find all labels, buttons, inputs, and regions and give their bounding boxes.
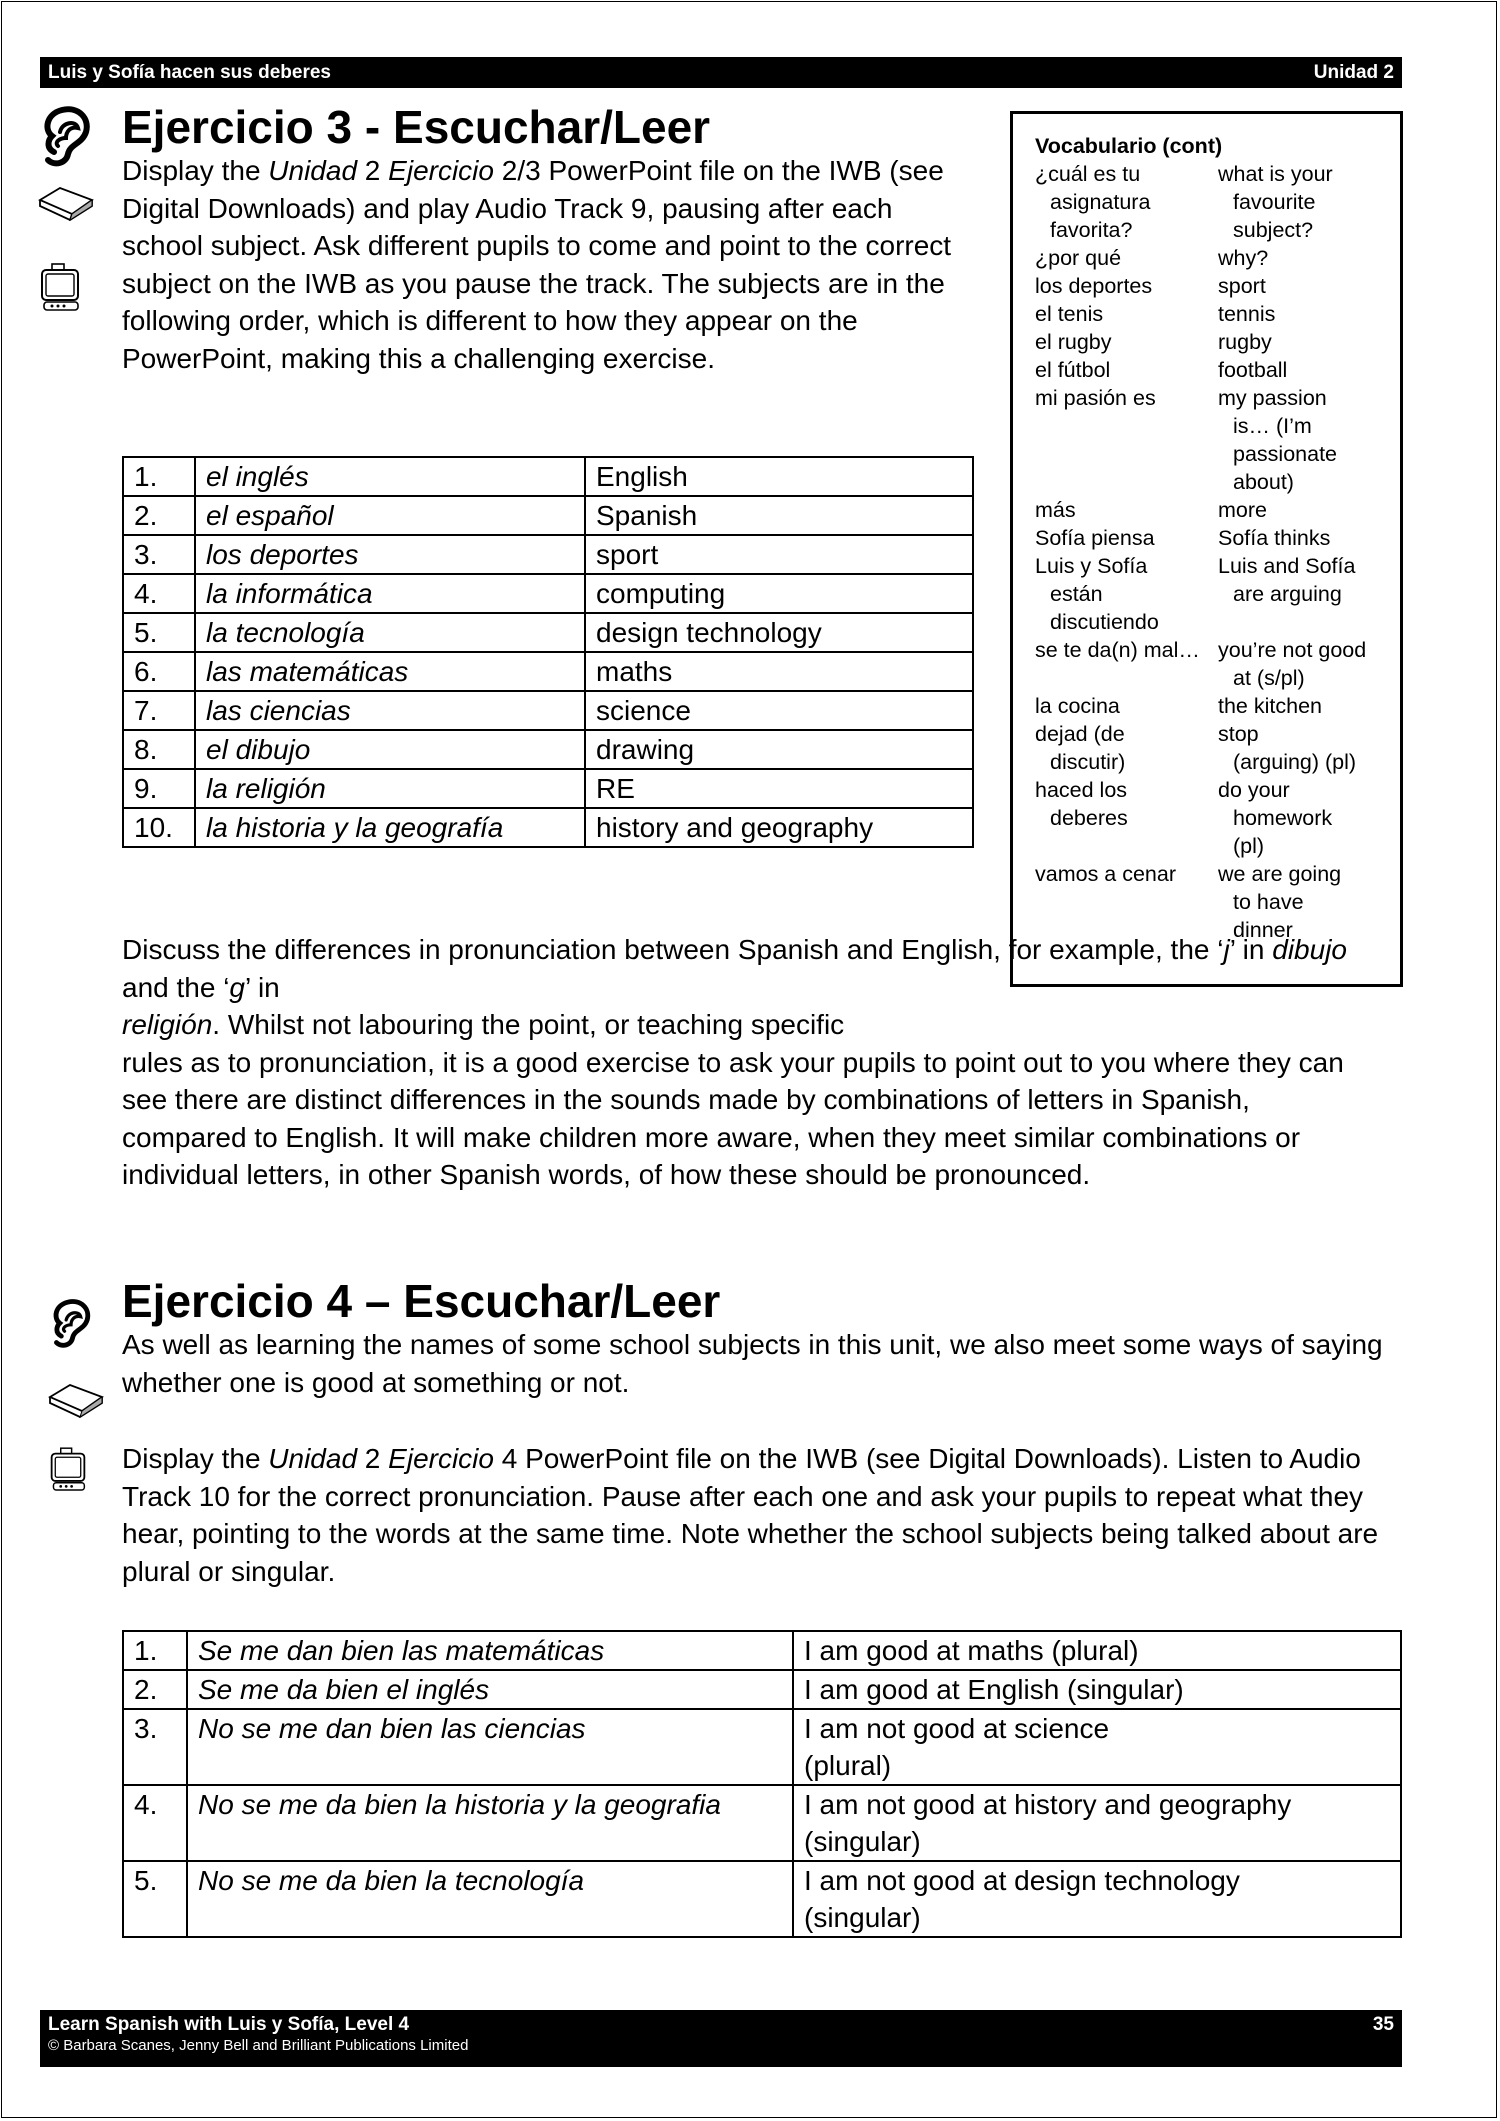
italic-text: Unidad: [268, 155, 358, 186]
row-number: 8.: [123, 730, 195, 769]
table-row: [123, 1631, 1401, 1670]
vocab-english: [1218, 384, 1388, 496]
table-row: [123, 769, 973, 808]
translation-line: I am not good at science: [804, 1713, 1110, 1744]
italic-text: j: [1223, 934, 1230, 965]
spanish-term: las ciencias: [195, 691, 585, 730]
vocab-english: [1218, 860, 1388, 944]
vocab-spanish: [1035, 496, 1218, 524]
table-row: [123, 691, 973, 730]
translation-line: (singular): [804, 1826, 921, 1857]
translation-line: (singular): [804, 1902, 921, 1933]
text: Display the: [122, 155, 269, 186]
translation-line: (plural): [804, 1750, 892, 1781]
vocab-line: why?: [1218, 246, 1269, 270]
vocab-line: discutiendo: [1050, 610, 1159, 634]
spanish-phrase: Se me da bien el inglés: [187, 1670, 793, 1709]
text: 2: [357, 155, 389, 186]
spanish-phrase: Se me dan bien las matemáticas: [187, 1631, 793, 1670]
vocab-english: [1218, 356, 1388, 384]
row-number: 3.: [123, 1709, 187, 1785]
row-number: 2.: [123, 496, 195, 535]
text: Display the: [122, 1443, 269, 1474]
vocab-english: [1218, 552, 1388, 636]
vocab-line: mi pasión es: [1035, 386, 1156, 410]
vocab-entry: [1035, 860, 1400, 944]
vocab-line: Sofía piensa: [1035, 526, 1155, 550]
italic-text: g: [229, 971, 245, 1003]
vocab-line: la cocina: [1035, 694, 1120, 718]
spanish-term: las matemáticas: [195, 652, 585, 691]
vocab-entry: [1035, 524, 1400, 552]
spanish-term: el dibujo: [195, 730, 585, 769]
page-footer: [40, 2010, 1402, 2067]
copyright-notice: © Barbara Scanes, Jenny Bell and Brilliant Publications Limited: [48, 2037, 469, 2054]
english-translation: English: [585, 457, 973, 496]
vocab-line: at (s/pl): [1233, 666, 1305, 690]
vocab-line: (arguing) (pl): [1233, 750, 1357, 774]
vocab-line: what is your: [1218, 162, 1333, 186]
header-unit-number: Unidad 2: [1313, 61, 1394, 83]
text: ’ in: [245, 971, 280, 1003]
spanish-phrase: No se me da bien la historia y la geografia: [187, 1785, 793, 1861]
vocab-line: Luis and Sofía: [1218, 554, 1356, 578]
exercise-4-title: Ejercicio 4 – Escuchar/Leer: [122, 1275, 721, 1327]
english-translation: RE: [585, 769, 973, 808]
whiteboard-icon: [38, 262, 82, 314]
vocab-line: is… (I’m: [1233, 414, 1312, 438]
vocab-line: deberes: [1050, 806, 1128, 830]
english-translation: sport: [585, 535, 973, 574]
vocab-entry: [1035, 328, 1400, 356]
vocab-spanish: [1035, 328, 1218, 356]
english-translation: [793, 1861, 1401, 1937]
vocab-line: discutir): [1050, 750, 1126, 774]
translation-line: I am good at maths (plural): [804, 1635, 1139, 1666]
vocab-spanish: [1035, 720, 1218, 776]
table-row: [123, 652, 973, 691]
italic-text: Unidad: [268, 1443, 358, 1474]
vocab-line: more: [1218, 498, 1267, 522]
vocab-line: tennis: [1218, 302, 1276, 326]
row-number: 3.: [123, 535, 195, 574]
vocab-line: el rugby: [1035, 330, 1112, 354]
vocab-entry: [1035, 160, 1400, 244]
vocab-entry: [1035, 692, 1400, 720]
table-row: [123, 808, 973, 847]
vocab-line: haced los: [1035, 778, 1128, 802]
book-icon: [48, 1383, 104, 1419]
vocab-line: los deportes: [1035, 274, 1153, 298]
english-translation: computing: [585, 574, 973, 613]
vocab-entry: [1035, 272, 1400, 300]
table-row: [123, 613, 973, 652]
vocab-english: [1218, 636, 1388, 692]
row-number: 1.: [123, 1631, 187, 1670]
spanish-term: la tecnología: [195, 613, 585, 652]
text: 2/3 PowerPoint file on the IWB (see Digital Downloads) and play Audio Track 9, pausing after each school subject. Ask different pupils to come and point to the correct subject on the IWB as you pause the track. The subjects are in the following order, which is different to how they appear on the PowerPoint, making this a challenging exercise.: [122, 155, 952, 374]
vocab-english: [1218, 776, 1388, 860]
vocab-entry: [1035, 636, 1400, 692]
vocab-line: Luis y Sofía: [1035, 554, 1148, 578]
vocab-line: el tenis: [1035, 302, 1104, 326]
vocab-line: dejad (de: [1035, 722, 1125, 746]
vocab-line: Sofía thinks: [1218, 526, 1331, 550]
vocabulary-list: [1035, 160, 1400, 944]
text: ’ in: [1229, 934, 1273, 965]
vocab-entry: [1035, 776, 1400, 860]
book-title: Learn Spanish with Luis y Sofía, Level 4: [48, 2014, 410, 2035]
vocab-line: homework: [1233, 806, 1333, 830]
vocab-line: favorita?: [1050, 218, 1133, 242]
exercise-4-instructions: [122, 1440, 1412, 1590]
vocab-line: to have: [1233, 890, 1304, 914]
vocab-line: stop: [1218, 722, 1259, 746]
text: Discuss the differences in pronunciation between Spanish and English, for example, the ‘: [122, 934, 1224, 965]
vocab-line: están: [1050, 582, 1103, 606]
vocab-spanish: [1035, 524, 1218, 552]
ear-icon: [50, 1296, 92, 1352]
italic-text: Ejercicio: [388, 1443, 494, 1474]
english-translation: maths: [585, 652, 973, 691]
page-number: 35: [1372, 2014, 1394, 2035]
english-translation: [793, 1670, 1401, 1709]
row-number: 2.: [123, 1670, 187, 1709]
vocab-entry: [1035, 720, 1400, 776]
vocab-spanish: [1035, 272, 1218, 300]
vocab-line: are arguing: [1233, 582, 1342, 606]
good-at-table: [122, 1630, 1402, 1938]
header-unit-title: Luis y Sofía hacen sus deberes: [48, 61, 331, 83]
vocab-spanish: [1035, 860, 1218, 944]
table-row: [123, 574, 973, 613]
vocab-line: rugby: [1218, 330, 1272, 354]
english-translation: science: [585, 691, 973, 730]
spanish-term: la religión: [195, 769, 585, 808]
table-row: [123, 457, 973, 496]
running-header: [40, 57, 1402, 88]
vocab-english: [1218, 720, 1388, 776]
table-row: [123, 1670, 1401, 1709]
vocabulary-title: Vocabulario (cont): [1035, 134, 1223, 158]
vocab-spanish: [1035, 356, 1218, 384]
spanish-term: el inglés: [195, 457, 585, 496]
italic-text: Ejercicio: [388, 155, 494, 186]
whiteboard-icon: [48, 1446, 88, 1494]
vocab-line: vamos a cenar: [1035, 862, 1177, 886]
vocab-entry: [1035, 552, 1400, 636]
vocab-entry: [1035, 496, 1400, 524]
italic-text: dibujo: [1272, 934, 1347, 965]
vocab-spanish: [1035, 300, 1218, 328]
translation-line: I am not good at design technology: [804, 1865, 1240, 1896]
english-translation: design technology: [585, 613, 973, 652]
ear-icon: [40, 106, 92, 168]
translation-line: I am not good at history and geography: [804, 1789, 1292, 1820]
row-number: 4.: [123, 1785, 187, 1861]
vocab-spanish: [1035, 244, 1218, 272]
table-row: [123, 535, 973, 574]
vocab-line: football: [1218, 358, 1288, 382]
vocab-spanish: [1035, 384, 1218, 496]
vocab-line: más: [1035, 498, 1076, 522]
vocab-line: about): [1233, 470, 1294, 494]
vocab-entry: [1035, 356, 1400, 384]
vocab-line: sport: [1218, 274, 1266, 298]
table-row: [123, 1785, 1401, 1861]
spanish-phrase: No se me dan bien las ciencias: [187, 1709, 793, 1785]
row-number: 4.: [123, 574, 195, 613]
table-row: [123, 496, 973, 535]
text: rules as to pronunciation, it is a good exercise to ask your pupils to point out to you where they can see there are distinct differences in the sounds made by combinations of letters in Spanish, compared to English. It will make children more aware, when they meet similar combinations or individual letters, in other Spanish words, of how these should be pronounced.: [122, 1046, 1344, 1190]
vocab-entry: [1035, 300, 1400, 328]
vocab-spanish: [1035, 636, 1218, 692]
subjects-table: [122, 456, 974, 848]
vocab-spanish: [1035, 776, 1218, 860]
exercise-3-instructions: [122, 152, 972, 377]
vocab-english: [1218, 524, 1388, 552]
book-icon: [38, 186, 94, 222]
english-translation: [793, 1709, 1401, 1785]
vocab-english: [1218, 244, 1388, 272]
vocab-english: [1218, 692, 1388, 720]
vocab-line: asignatura: [1050, 190, 1151, 214]
vocab-english: [1218, 496, 1388, 524]
vocab-line: ¿cuál es tu: [1035, 162, 1141, 186]
vocab-line: dinner: [1233, 918, 1293, 942]
row-number: 1.: [123, 457, 195, 496]
vocab-line: the kitchen: [1218, 694, 1322, 718]
vocab-line: subject?: [1233, 218, 1314, 242]
vocab-spanish: [1035, 692, 1218, 720]
vocab-entry: [1035, 244, 1400, 272]
text: 2: [357, 1443, 389, 1474]
vocab-line: we are going: [1218, 862, 1342, 886]
english-translation: [793, 1631, 1401, 1670]
text: and the ‘: [122, 971, 230, 1003]
table-row: [123, 1861, 1401, 1937]
row-number: 7.: [123, 691, 195, 730]
row-number: 9.: [123, 769, 195, 808]
exercise-3-title: Ejercicio 3 - Escuchar/Leer: [122, 101, 711, 153]
vocab-line: my passion: [1218, 386, 1327, 410]
exercise-4-intro: As well as learning the names of some school subjects in this unit, we also meet some ways of saying whether one is good at something or not.: [122, 1329, 1383, 1398]
vocab-line: (pl): [1233, 834, 1265, 858]
text: 4 PowerPoint file on the IWB (see Digital Downloads). Listen to Audio Track 10 for the correct pronunciation. Pause after each one and ask your pupils to repeat what they hear, pointing to the words at the same time. Note whether the school subjects being talked about are plural or singular.: [122, 1443, 1379, 1587]
vocab-entry: [1035, 384, 1400, 496]
row-number: 10.: [123, 808, 195, 847]
vocab-spanish: [1035, 552, 1218, 636]
row-number: 6.: [123, 652, 195, 691]
spanish-term: la historia y la geografía: [195, 808, 585, 847]
spanish-phrase: No se me da bien la tecnología: [187, 1861, 793, 1937]
vocab-english: [1218, 272, 1388, 300]
row-number: 5.: [123, 1861, 187, 1937]
spanish-term: el español: [195, 496, 585, 535]
row-number: 5.: [123, 613, 195, 652]
vocab-line: passionate: [1233, 442, 1337, 466]
table-row: [123, 1709, 1401, 1785]
vocab-line: you’re not good: [1218, 638, 1367, 662]
vocab-line: ¿por qué: [1035, 246, 1122, 270]
vocabulary-box: [1010, 111, 1403, 987]
italic-text: religión: [122, 1009, 213, 1040]
vocab-english: [1218, 160, 1388, 244]
vocab-spanish: [1035, 160, 1218, 244]
english-translation: history and geography: [585, 808, 973, 847]
english-translation: [793, 1785, 1401, 1861]
table-row: [123, 730, 973, 769]
vocab-line: se te da(n) mal…: [1035, 638, 1200, 662]
vocab-line: favourite: [1233, 190, 1316, 214]
english-translation: drawing: [585, 730, 973, 769]
translation-line: I am good at English (singular): [804, 1674, 1184, 1705]
spanish-term: la informática: [195, 574, 585, 613]
vocab-english: [1218, 300, 1388, 328]
english-translation: Spanish: [585, 496, 973, 535]
text: . Whilst not labouring the point, or teaching specific: [212, 1009, 845, 1040]
vocab-line: el fútbol: [1035, 358, 1111, 382]
spanish-term: los deportes: [195, 535, 585, 574]
vocab-line: do your: [1218, 778, 1290, 802]
vocab-english: [1218, 328, 1388, 356]
